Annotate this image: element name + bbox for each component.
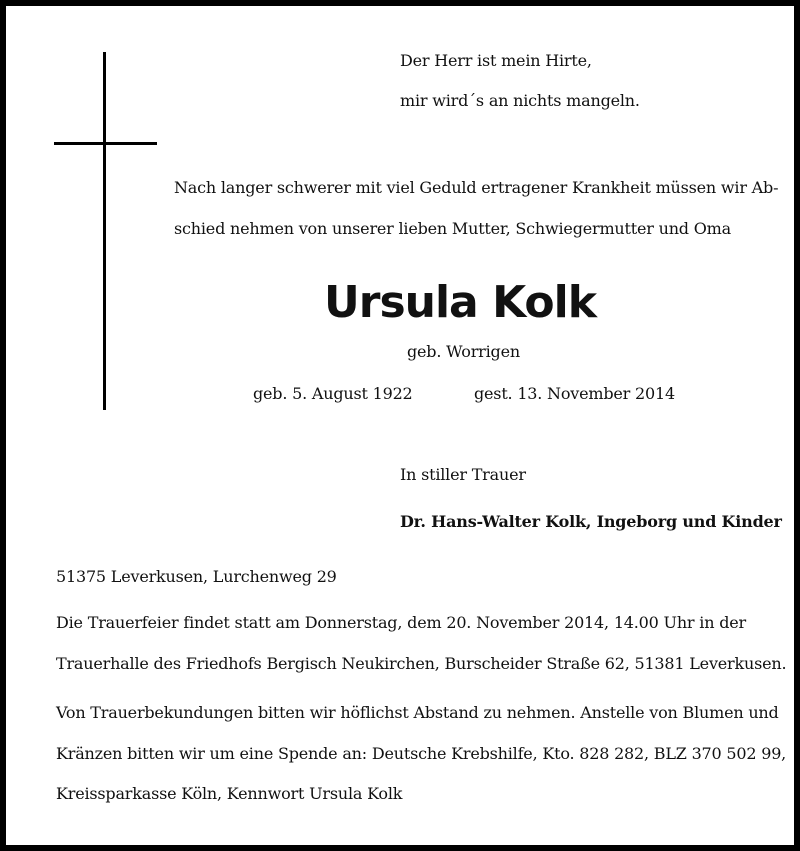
birth-date: geb. 5. August 1922: [253, 384, 413, 403]
psalm-line-2: mir wird´s an nichts mangeln.: [400, 91, 640, 110]
deceased-name: Ursula Kolk: [324, 277, 596, 328]
maiden-name: geb. Worrigen: [407, 342, 520, 361]
cross-icon-vertical-bar: [103, 52, 106, 410]
intro-line-1: Nach langer schwerer mit viel Geduld ertragener Krankheit müssen wir Ab-: [174, 178, 779, 197]
donation-line-3: Kreissparkasse Köln, Kennwort Ursula Kolk: [56, 784, 403, 803]
mourning-heading: In stiller Trauer: [400, 465, 526, 484]
cross-icon-horizontal-bar: [54, 142, 157, 145]
donation-line-1: Von Trauerbekundungen bitten wir höflichst Abstand zu nehmen. Anstelle von Blumen und: [56, 703, 779, 722]
donation-line-2: Kränzen bitten wir um eine Spende an: Deutsche Krebshilfe, Kto. 828 282, BLZ 370 502 99,: [56, 744, 787, 763]
death-date: gest. 13. November 2014: [474, 384, 675, 403]
psalm-line-1: Der Herr ist mein Hirte,: [400, 51, 592, 70]
ceremony-line-2: Trauerhalle des Friedhofs Bergisch Neukirchen, Burscheider Straße 62, 51381 Leverkusen.: [56, 654, 787, 673]
intro-line-2: schied nehmen von unserer lieben Mutter, Schwiegermutter und Oma: [174, 219, 731, 238]
ceremony-line-1: Die Trauerfeier findet statt am Donnerstag, dem 20. November 2014, 14.00 Uhr in der: [56, 613, 746, 632]
home-address: 51375 Leverkusen, Lurchenweg 29: [56, 567, 337, 586]
mourner-names: Dr. Hans-Walter Kolk, Ingeborg und Kinder: [400, 512, 782, 531]
